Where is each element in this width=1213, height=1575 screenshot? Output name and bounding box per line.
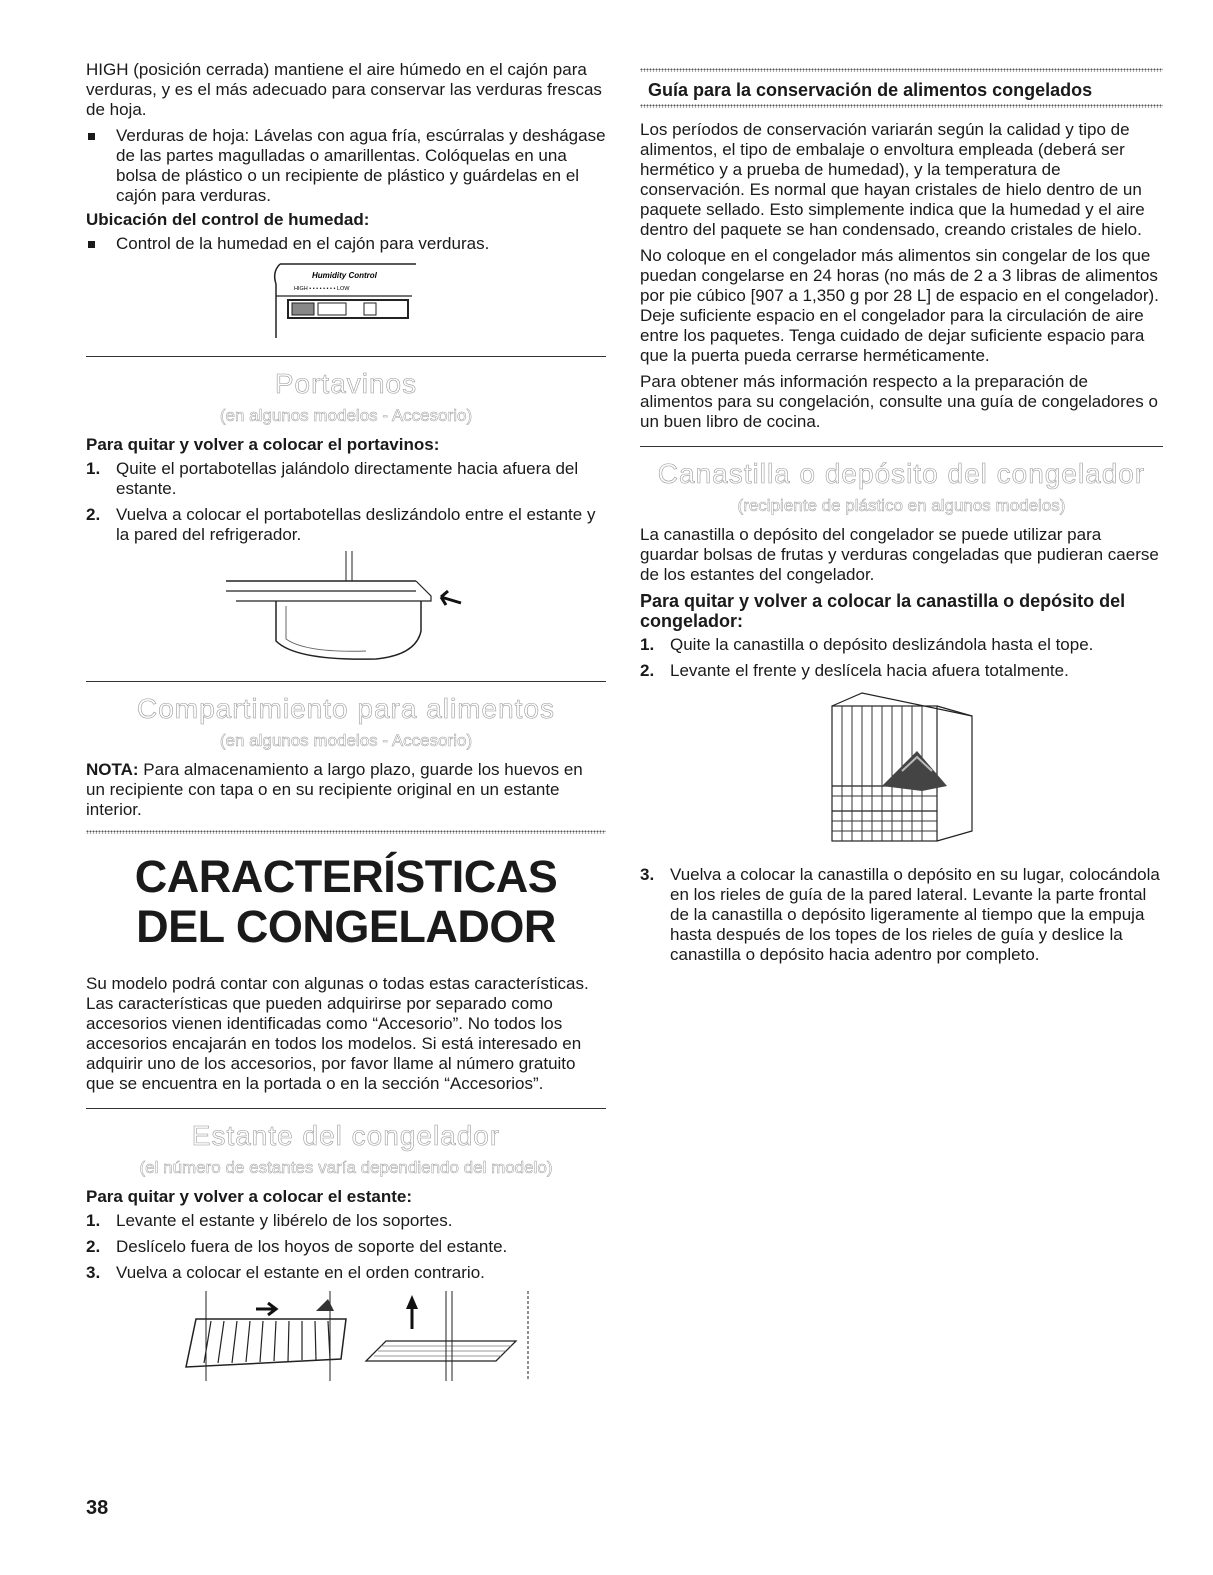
step-number: 3. bbox=[640, 865, 655, 884]
portavinos-heading: Para quitar y volver a colocar el portavinos: bbox=[86, 435, 440, 454]
page-title bbox=[86, 852, 606, 952]
wine-rack-illustration bbox=[216, 551, 476, 671]
section-divider bbox=[86, 1108, 606, 1109]
freezer-shelf-illustration bbox=[116, 1289, 576, 1384]
guide-paragraph-3: Para obtener más información respecto a la preparación de alimentos para su congelación, consulte una guía de congeladores o un buen libro de cocina. bbox=[640, 372, 1158, 431]
humidity-heading: Ubicación del control de humedad: bbox=[86, 210, 370, 229]
step-text: Vuelva a colocar la canastilla o depósito en su lugar, colocándola en los rieles de guía de la pared lateral. Levante la parte frontal de la canastilla o depósito ligeramente al tiempo que la empuja hasta después de los topes de los rieles de guía y deslice la canastilla o depósito hacia adentro por completo. bbox=[670, 865, 1160, 964]
page-number: 38 bbox=[86, 1497, 109, 1519]
humidity-fig-label: Humidity Control bbox=[312, 271, 377, 280]
step-item bbox=[86, 1263, 606, 1283]
step-item bbox=[640, 661, 1163, 681]
page-title-line1: CARACTERÍSTICAS bbox=[134, 851, 558, 902]
step-item bbox=[640, 635, 1163, 655]
freezer-basket-illustration bbox=[822, 691, 982, 851]
step-text: Quite el portabotellas jalándolo directamente hacia afuera del estante. bbox=[116, 459, 579, 498]
step-item bbox=[640, 865, 1163, 965]
step-text: Quite la canastilla o depósito deslizándola hasta el tope. bbox=[670, 635, 1094, 654]
note-paragraph bbox=[86, 760, 606, 820]
guide-paragraph-2: No coloque en el congelador más alimentos sin congelar de los que puedan congelarse en 24 horas (no más de 2 a 3 libras de alimentos por pie cúbico [907 a 1,350 g por 28 L] de espacio en el congelador). Deje suficiente espacio en el congelador para la circulación de aire entre los paquetes. Tenga cuidado de dejar suficiente espacio para que la puerta pueda cerrarse herméticamente. bbox=[640, 246, 1159, 365]
list-item: Control de la humedad en el cajón para verduras. bbox=[86, 234, 606, 254]
list-item: Verduras de hoja: Lávelas con agua fría, escúrralas y deshágase de las partes magulladas o amarillentas. Colóquelas en una bolsa de plástico o un recipiente de plástico y guárdelas en el cajón para verduras. bbox=[86, 126, 606, 206]
step-number: 1. bbox=[640, 635, 655, 654]
section-subtitle-canastilla: (recipiente de plástico en algunos modelos) bbox=[737, 496, 1066, 515]
intro-paragraph: HIGH (posición cerrada) mantiene el aire húmedo en el cajón para verduras, y es el más adecuado para conservar las verduras frescas de hoja. bbox=[86, 60, 602, 119]
step-number: 1. bbox=[86, 459, 101, 478]
features-paragraph: Su modelo podrá contar con algunas o todas estas características. Las características que pueden adquirirse por separado como accesorios vienen identificadas como “Accesorio”. No todos los accesorios encajarán en todos los modelos. Si está interesado en adquirir uno de los accesorios, por favor llame al número gratuito que se encuentra en la portada o en la sección “Accesorios”. bbox=[86, 974, 589, 1093]
estante-heading: Para quitar y volver a colocar el estante: bbox=[86, 1187, 412, 1206]
step-item bbox=[86, 1237, 606, 1257]
guide-heading: Guía para la conservación de alimentos congelados bbox=[648, 80, 1093, 100]
step-number: 3. bbox=[86, 1263, 101, 1282]
section-subtitle-portavinos: (en algunos modelos - Accesorio) bbox=[219, 406, 473, 425]
step-number: 2. bbox=[86, 1237, 101, 1256]
step-text: Levante el estante y libérelo de los soportes. bbox=[116, 1211, 453, 1230]
step-number: 2. bbox=[640, 661, 655, 680]
left-column bbox=[86, 60, 606, 1384]
step-text: Vuelva a colocar el estante en el orden contrario. bbox=[116, 1263, 485, 1282]
section-title-estante: Estante del congelador bbox=[191, 1120, 501, 1151]
step-item bbox=[86, 1211, 606, 1231]
section-subtitle-compartimiento: (en algunos modelos - Accesorio) bbox=[219, 731, 473, 750]
section-divider bbox=[640, 446, 1163, 447]
step-item bbox=[86, 505, 606, 545]
page-title-line2: DEL CONGELADOR bbox=[136, 901, 556, 952]
step-text: Vuelva a colocar el portabotellas deslizándolo entre el estante y la pared del refrigerador. bbox=[116, 505, 596, 544]
section-title-compartimiento: Compartimiento para alimentos bbox=[136, 693, 556, 724]
canastilla-heading: Para quitar y volver a colocar la canastilla o depósito del congelador: bbox=[640, 591, 1126, 631]
section-divider bbox=[86, 681, 606, 682]
step-text: Levante el frente y deslícela hacia afuera totalmente. bbox=[670, 661, 1069, 680]
guide-paragraph-1: Los períodos de conservación variarán según la calidad y tipo de alimentos, el tipo de embalaje o envoltura empleada (deberá ser hermético y a prueba de humedad), y la temperatura de conservación. Es normal que hayan cristales de hielo dentro de un paquete sellado. Esto simplemente indica que la humedad y el aire dentro del paquete se han condensado, creando cristales de hielo. bbox=[640, 120, 1145, 239]
dotted-divider bbox=[86, 830, 606, 834]
section-title-portavinos: Portavinos bbox=[274, 368, 418, 399]
step-number: 1. bbox=[86, 1211, 101, 1230]
step-text: Deslícelo fuera de los hoyos de soporte del estante. bbox=[116, 1237, 508, 1256]
section-title-canastilla: Canastilla o depósito del congelador bbox=[657, 458, 1146, 489]
note-text: Para almacenamiento a largo plazo, guarde los huevos en un recipiente con tapa o en su recipiente original en un estante interior. bbox=[86, 760, 583, 819]
section-divider bbox=[86, 356, 606, 357]
humidity-fig-scale: HIGH • • • • • • • • LOW bbox=[294, 286, 350, 292]
dotted-divider bbox=[640, 104, 1163, 108]
step-item bbox=[86, 459, 606, 499]
section-subtitle-estante: (el número de estantes varía dependiendo del modelo) bbox=[139, 1158, 553, 1177]
step-number: 2. bbox=[86, 505, 101, 524]
right-column bbox=[640, 60, 1163, 971]
note-label: NOTA: bbox=[86, 760, 139, 779]
canastilla-intro: La canastilla o depósito del congelador se puede utilizar para guardar bolsas de frutas y verduras congeladas que pudieran caerse de los estantes del congelador. bbox=[640, 525, 1159, 584]
humidity-control-illustration bbox=[266, 260, 426, 340]
dotted-divider bbox=[640, 68, 1163, 72]
